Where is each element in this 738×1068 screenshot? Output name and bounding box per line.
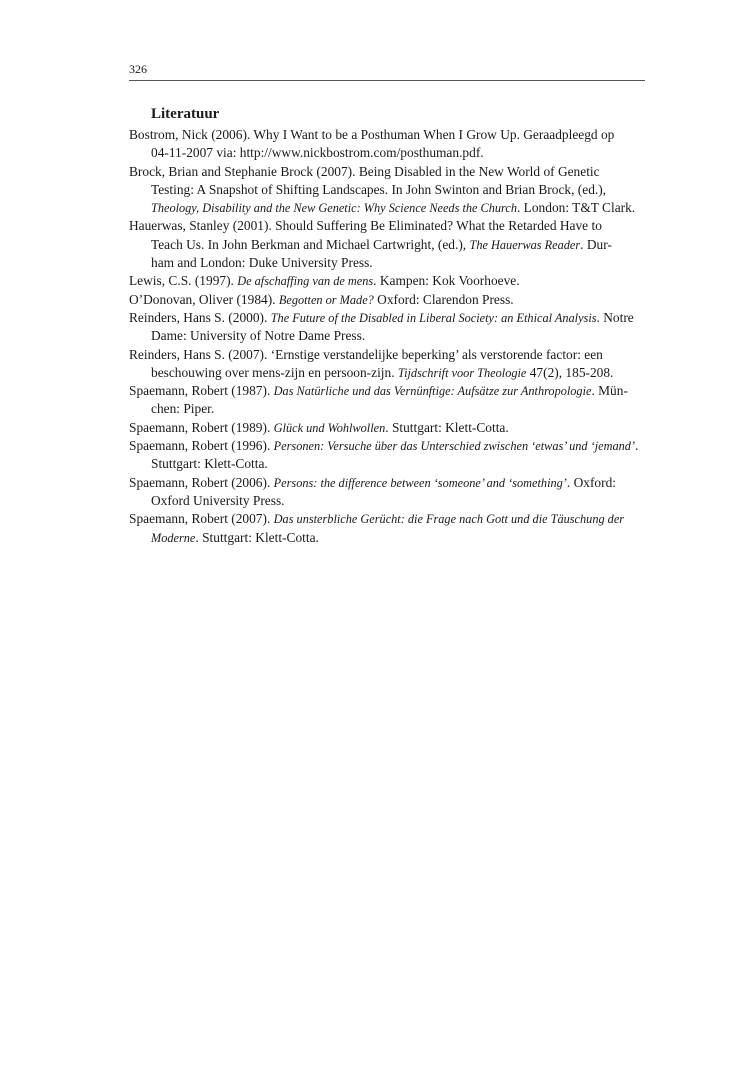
reference-entry	[129, 291, 645, 309]
reference-text: Spaemann, Robert (1996).	[129, 438, 274, 454]
reference-publisher: . Kampen: Kok Voorhoeve.	[373, 273, 520, 289]
reference-entry	[129, 126, 645, 163]
reference-publisher: . Notre Dame: University of Notre Dame Press.	[151, 309, 634, 344]
reference-text: Spaemann, Robert (1989).	[129, 419, 274, 435]
reference-publisher: . Oxford: Oxford University Press.	[151, 474, 616, 508]
page-header	[129, 62, 645, 81]
section-heading: Literatuur	[151, 106, 220, 122]
reference-entry	[129, 437, 645, 474]
reference-title: The Future of the Disabled in Liberal Society: an Ethical Analysis	[270, 310, 597, 325]
reference-text: Spaemann, Robert (2006).	[129, 474, 274, 490]
reference-title: Das unsterbliche Gerücht: die Frage nach Gott und die Täuschung der Moderne	[151, 512, 625, 545]
bibliography-section	[129, 104, 645, 547]
reference-title: Tijdschrift voor Theologie	[397, 365, 527, 380]
reference-publisher: Oxford: Clarendon Press.	[373, 291, 514, 307]
reference-title: Personen: Versuche über das Unterschied zwischen ‘etwas’ und ‘jemand’	[273, 439, 635, 454]
reference-publisher: . Stuttgart: Klett-Cotta.	[195, 529, 319, 545]
reference-title: Theology, Disability and the New Genetic: Why Science Needs the Church	[151, 201, 517, 216]
reference-entry	[129, 382, 645, 419]
reference-publisher: . London: T&T Clark.	[516, 200, 636, 216]
reference-entry	[129, 419, 645, 437]
reference-text: Brock, Brian and Stephanie Brock (2007). Being Disabled in the New World of Genetic Testing: A Snapshot of Shifting Landscapes. In John Swinton and Brian Brock, (ed.),	[129, 163, 607, 197]
reference-entry	[129, 163, 645, 218]
reference-title: Glück und Wohlwollen	[273, 420, 386, 435]
reference-text: Reinders, Hans S. (2007). ‘Ernstige verstandelijke beperking’ als verstorende factor: een beschouwing over mens-zijn en persoon-zijn.	[129, 346, 603, 380]
reference-publisher: . Stuttgart: Klett-Cotta.	[151, 438, 639, 472]
reference-list	[129, 126, 645, 547]
reference-text: Hauerwas, Stanley (2001). Should Suffering Be Eliminated? What the Retarded Have to Teach Us. In John Berkman and Michael Cartwright, (ed.),	[129, 218, 602, 252]
reference-text: Bostrom, Nick (2006). Why I Want to be a Posthuman When I Grow Up. Geraadpleegd op 04-11-2007 via: http://www.nickbostrom.com/posthuman.pdf.	[129, 127, 615, 161]
reference-title: Persons: the difference between ‘someone’ and ‘something’	[273, 475, 567, 490]
reference-publisher: . Dur- ham and London: Duke University Press.	[151, 236, 612, 271]
reference-text: Spaemann, Robert (2007).	[129, 511, 274, 527]
reference-entry	[129, 474, 645, 511]
reference-title: De afschaffing van de mens	[237, 274, 374, 289]
reference-entry	[129, 309, 645, 346]
reference-publisher: . Mün- chen: Piper.	[151, 383, 628, 417]
page-number: 326	[129, 62, 147, 76]
reference-entry	[129, 510, 645, 547]
reference-title: The Hauerwas Reader	[469, 237, 581, 252]
reference-text: O’Donovan, Oliver (1984).	[129, 291, 279, 307]
reference-entry	[129, 217, 645, 272]
reference-publisher: . Stuttgart: Klett-Cotta.	[385, 419, 509, 435]
reference-entry	[129, 272, 645, 290]
reference-text: Reinders, Hans S. (2000).	[129, 309, 271, 325]
reference-text: Lewis, C.S. (1997).	[129, 273, 238, 289]
reference-title: Begotten or Made?	[278, 292, 374, 307]
reference-title: Das Natürliche und das Vernünftige: Aufsätze zur Anthropologie	[273, 384, 592, 399]
reference-entry	[129, 346, 645, 383]
reference-text: Spaemann, Robert (1987).	[129, 383, 274, 399]
reference-publisher: 47(2), 185-208.	[526, 364, 614, 380]
